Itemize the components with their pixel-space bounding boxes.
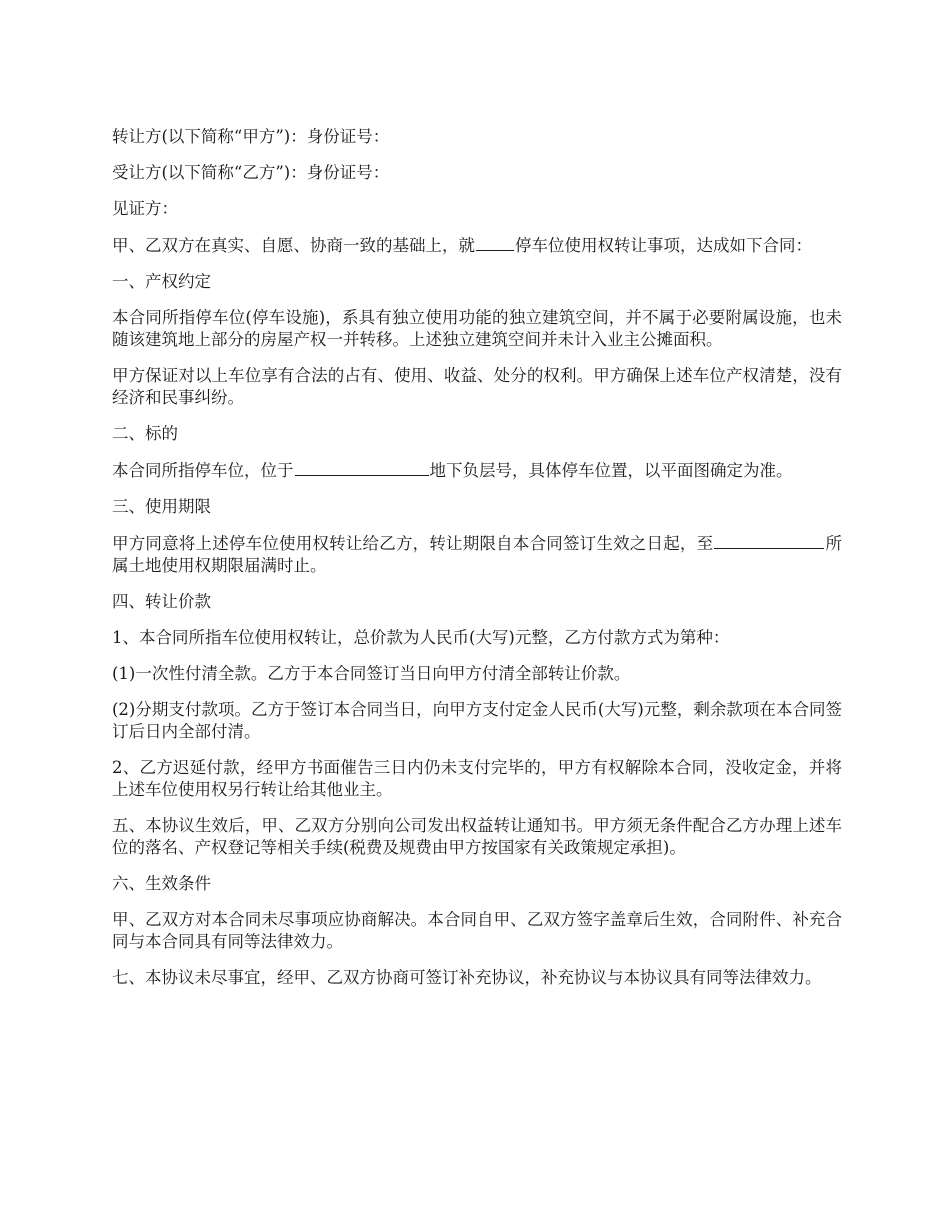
- intro-text-start: 甲、乙双方在真实、自愿、协商一致的基础上，就: [112, 236, 475, 255]
- section-heading: 六、生效条件: [112, 874, 211, 893]
- intro-paragraph: [112, 234, 842, 257]
- location-text-end: 地下负层号，具体停车位置，以平面图确定为准。: [429, 461, 793, 480]
- section-heading: 四、转让价款: [112, 592, 211, 611]
- term-text-end: 所属土地使用权期限届满时止。: [112, 534, 843, 575]
- section-paragraph: 2、乙方迟延付款，经甲方书面催告三日内仍未支付完毕的，甲方有权解除本合同，没收定金，并将上述车位使用权另行转让给其他业主。: [112, 758, 842, 799]
- blank-field: [476, 234, 514, 251]
- intro-text-end: 停车位使用权转让事项，达成如下合同：: [515, 236, 812, 255]
- party-a-line: 转让方(以下简称“甲方”)：身份证号：: [112, 127, 390, 146]
- section-paragraph: 甲方保证对以上车位享有合法的占有、使用、收益、处分的权利。甲方确保上述车位产权清楚，没有经济和民事纠纷。: [112, 366, 842, 407]
- section-heading: 二、标的: [112, 424, 178, 443]
- section-paragraph: 1、本合同所指车位使用权转让，总价款为人民币(大写)元整，乙方付款方式为第种：: [112, 628, 730, 647]
- section-paragraph: 甲、乙双方对本合同未尽事项应协商解决。本合同自甲、乙双方签字盖章后生效，合同附件、补充合同与本合同具有同等法律效力。: [112, 910, 842, 951]
- contract-body: [112, 126, 842, 1003]
- section-heading: 三、使用期限: [112, 497, 211, 516]
- section-paragraph: (1)一次性付清全款。乙方于本合同签订当日向甲方付清全部转让价款。: [112, 664, 631, 683]
- section-paragraph: (2)分期支付款项。乙方于签订本合同当日，向甲方支付定金人民币(大写)元整，剩余款项在本合同签订后日内全部付清。: [112, 700, 842, 741]
- section-paragraph: [112, 459, 842, 482]
- party-b-line: 受让方(以下简称“乙方”)：身份证号：: [112, 163, 390, 182]
- section-heading: 一、产权约定: [112, 272, 211, 291]
- section-paragraph: 本合同所指停车位(停车设施)，系具有独立使用功能的独立建筑空间，并不属于必要附属设施，也未随该建筑地上部分的房屋产权一并转移。上述独立建筑空间并未计入业主公摊面积。: [112, 308, 842, 349]
- section-paragraph: 七、本协议未尽事宜，经甲、乙双方协商可签订补充协议，补充协议与本协议具有同等法律效力。: [112, 968, 822, 987]
- blank-field: [714, 532, 824, 549]
- witness-line: 见证方：: [112, 199, 178, 218]
- location-text-start: 本合同所指停车位，位于: [112, 461, 294, 480]
- section-paragraph: [112, 532, 842, 577]
- section-paragraph: 五、本协议生效后，甲、乙双方分别向公司发出权益转让通知书。甲方须无条件配合乙方办理上述车位的落名、产权登记等相关手续(税费及规费由甲方按国家有关政策规定承担)。: [112, 816, 842, 857]
- term-text-start: 甲方同意将上述停车位使用权转让给乙方，转让期限自本合同签订生效之日起，至: [112, 534, 714, 553]
- blank-field: [295, 459, 429, 476]
